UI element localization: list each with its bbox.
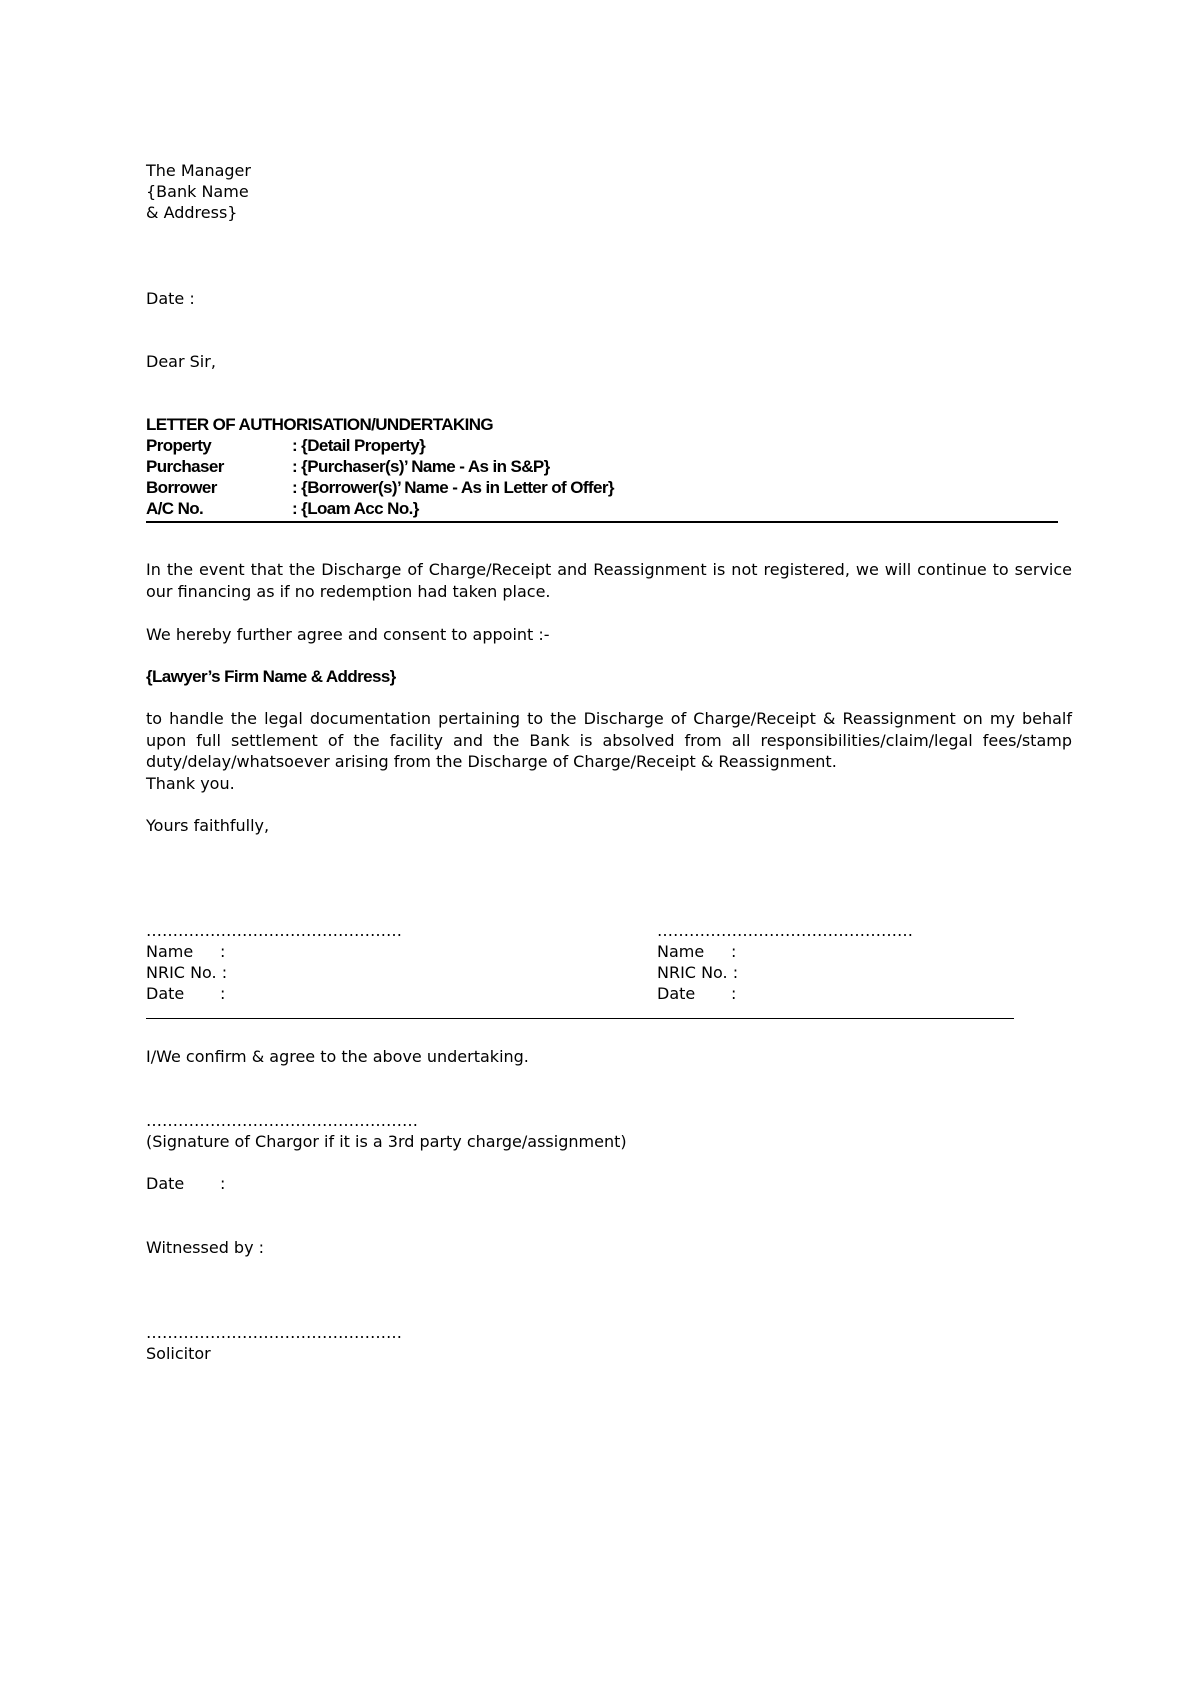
detail-value: : {Purchaser(s)’ Name - As in S&P} <box>292 457 550 476</box>
signature-divider <box>146 1018 1014 1019</box>
thank-you: Thank you. <box>146 774 235 793</box>
date-label: Date : <box>146 289 195 308</box>
name-colon: : <box>220 942 226 961</box>
name-label: Name <box>146 942 194 961</box>
chargor-signature-label: (Signature of Chargor if it is a 3rd party charge/assignment) <box>146 1132 627 1151</box>
witness-label: Witnessed by : <box>146 1238 265 1257</box>
recipient-line-3: & Address} <box>146 203 238 222</box>
solicitor-label: Solicitor <box>146 1344 211 1363</box>
signatory-2 <box>657 920 1017 1004</box>
date-colon: : <box>731 984 737 1003</box>
detail-value: : {Detail Property} <box>292 436 426 455</box>
closing: Yours faithfully, <box>146 816 270 835</box>
recipient-line-2: {Bank Name <box>146 182 249 201</box>
signatory-1 <box>146 920 506 1004</box>
chargor-date-label: Date <box>146 1174 185 1193</box>
confirmation-text: I/We confirm & agree to the above undertaking. <box>146 1047 529 1066</box>
date-field <box>146 983 506 1004</box>
salutation: Dear Sir, <box>146 352 216 371</box>
paragraph-registration: In the event that the Discharge of Charge/Receipt and Reassignment is not registered, we will continue to service our financing as if no redemption had taken place. <box>146 560 1072 601</box>
date-field <box>657 983 1017 1004</box>
detail-label: Property <box>146 436 212 455</box>
nric-label: NRIC No. : <box>146 963 228 982</box>
name-field <box>146 941 506 962</box>
detail-value: : {Loam Acc No.} <box>292 499 419 518</box>
chargor-date-colon: : <box>220 1174 226 1193</box>
date-colon: : <box>220 984 226 1003</box>
name-colon: : <box>731 942 737 961</box>
letter-heading: LETTER OF AUTHORISATION/UNDERTAKING <box>146 415 493 434</box>
solicitor-signature-line: ………………………………………… <box>146 1323 402 1342</box>
date-label: Date <box>657 984 696 1003</box>
nric-label: NRIC No. : <box>657 963 739 982</box>
signature-line: ………………………………………… <box>657 921 913 940</box>
detail-label: Borrower <box>146 478 217 497</box>
paragraph-handling: to handle the legal documentation pertaining to the Discharge of Charge/Receipt & Reassignment on my behalf upon full settlement of the facility and the Bank is absolved from all responsibilities/claim/legal fees/stamp duty/delay/whatsoever arising from the Discharge of Charge/Receipt & Reassignment. <box>146 709 1072 771</box>
chargor-signature-line: …………………………………………… <box>146 1111 418 1130</box>
lawyer-firm: {Lawyer’s Firm Name & Address} <box>146 667 396 686</box>
signature-line: ………………………………………… <box>146 921 402 940</box>
heading-divider <box>146 521 1058 523</box>
paragraph-consent: We hereby further agree and consent to appoint :- <box>146 625 550 644</box>
recipient-line-1: The Manager <box>146 161 251 180</box>
date-label: Date <box>146 984 185 1003</box>
name-field <box>657 941 1017 962</box>
detail-label: A/C No. <box>146 499 204 518</box>
name-label: Name <box>657 942 705 961</box>
detail-value: : {Borrower(s)’ Name - As in Letter of Offer} <box>292 478 614 497</box>
detail-label: Purchaser <box>146 457 224 476</box>
